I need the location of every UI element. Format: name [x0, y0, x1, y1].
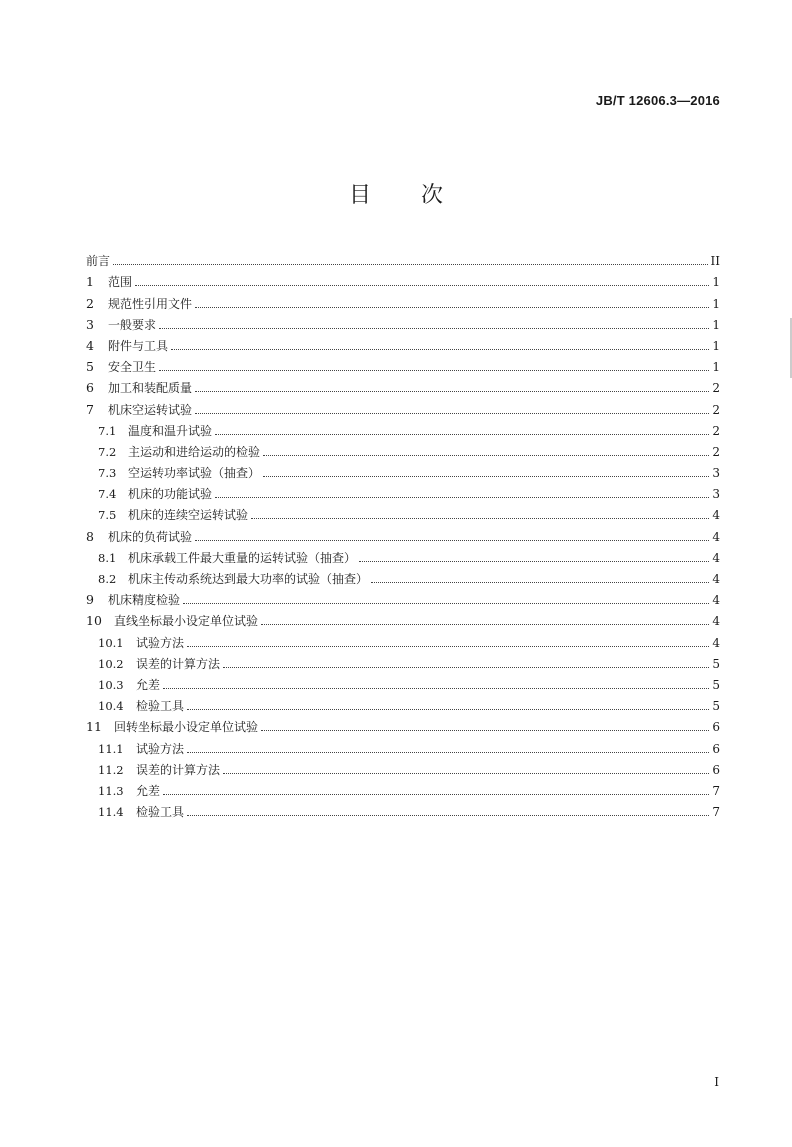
toc-entry-label: 空运转功率试验（抽查）: [128, 466, 261, 481]
toc-dot-leader: [263, 476, 709, 477]
toc-dot-leader: [187, 646, 709, 647]
page-number: I: [714, 1075, 719, 1089]
toc-dot-leader: [195, 413, 709, 414]
toc-entry-page: 4: [712, 593, 720, 608]
toc-entry[interactable]: [86, 777, 720, 798]
toc-entry-number: 7.5: [98, 508, 117, 523]
toc-entry[interactable]: [86, 586, 720, 607]
toc-entry-label: 附件与工具: [108, 338, 169, 353]
toc-entry[interactable]: [86, 332, 720, 353]
toc-entry-label: 加工和装配质量: [108, 381, 193, 396]
toc-entry-number: 10.3: [98, 677, 124, 692]
toc-entry-page: 2: [712, 423, 720, 438]
toc-entry-label: 直线坐标最小设定单位试验: [114, 614, 259, 629]
toc-entry-label: 检验工具: [136, 699, 185, 714]
toc-dot-leader: [371, 582, 709, 583]
toc-entry-number: 3: [86, 316, 94, 332]
toc-dot-leader: [195, 391, 709, 392]
toc-entry-label: 规范性引用文件: [108, 296, 193, 311]
toc-entry-page: 6: [712, 720, 720, 735]
toc-entry[interactable]: [86, 353, 720, 374]
toc-entry-label: 一般要求: [108, 317, 157, 332]
toc-entry-number: 6: [86, 380, 94, 396]
toc-entry[interactable]: [86, 417, 720, 438]
toc-dot-leader: [215, 434, 709, 435]
toc-entry-label: 安全卫生: [108, 360, 157, 375]
toc-dot-leader: [261, 624, 709, 625]
toc-entry-page: 4: [712, 529, 720, 544]
toc-dot-leader: [223, 773, 709, 774]
toc-entry-page: 1: [712, 275, 720, 290]
toc-entry-label: 机床的连续空运转试验: [128, 508, 249, 523]
toc-entry[interactable]: [86, 628, 720, 649]
toc-dot-leader: [163, 794, 709, 795]
toc-entry-page: 1: [712, 317, 720, 332]
toc-entry-label: 机床精度检验: [108, 593, 181, 608]
toc-entry-number: 10.4: [98, 699, 124, 714]
standard-code: JB/T 12606.3—2016: [595, 93, 720, 108]
toc-entry-number: 7.3: [98, 466, 117, 481]
toc-entry[interactable]: [86, 289, 720, 310]
toc-dot-leader: [187, 709, 709, 710]
toc-entry-number: 7.2: [98, 444, 117, 459]
toc-entry-number: 11.4: [98, 805, 124, 820]
toc-entry[interactable]: [86, 374, 720, 395]
toc-entry-label: 主运动和进给运动的检验: [128, 444, 261, 459]
toc-dot-leader: [359, 561, 709, 562]
toc-entry-page: 1: [712, 338, 720, 353]
toc-entry-label: 允差: [136, 783, 161, 798]
toc-entry-number: 11.2: [98, 762, 124, 777]
toc-entry-label: 机床的负荷试验: [108, 529, 193, 544]
toc-dot-leader: [135, 285, 709, 286]
table-of-contents: [86, 247, 720, 819]
toc-entry-number: 10.2: [98, 656, 124, 671]
toc-dot-leader: [187, 752, 709, 753]
toc-dot-leader: [215, 497, 709, 498]
toc-entry-page: 5: [712, 677, 720, 692]
toc-dot-leader: [261, 730, 709, 731]
toc-entry[interactable]: [86, 734, 720, 755]
toc-entry-page: 5: [712, 656, 720, 671]
toc-entry[interactable]: [86, 756, 720, 777]
toc-entry-number: 9: [86, 592, 94, 608]
toc-entry[interactable]: [86, 501, 720, 522]
toc-dot-leader: [159, 370, 709, 371]
toc-entry-number: 4: [86, 337, 94, 353]
toc-entry-label: 检验工具: [136, 805, 185, 820]
toc-entry-number: 2: [86, 295, 94, 311]
toc-entry-page: 7: [712, 805, 720, 820]
toc-entry-number: 11: [86, 719, 102, 735]
toc-entry[interactable]: [86, 268, 720, 289]
toc-entry-label: 误差的计算方法: [136, 762, 221, 777]
toc-entry-number: 8: [86, 528, 94, 544]
toc-entry-number: 11.1: [98, 741, 124, 756]
toc-entry[interactable]: [86, 650, 720, 671]
toc-dot-leader: [187, 815, 709, 816]
toc-entry[interactable]: [86, 459, 720, 480]
page-title: [0, 178, 792, 209]
toc-entry-label: 机床空运转试验: [108, 402, 193, 417]
toc-entry-page: 4: [712, 508, 720, 523]
toc-dot-leader: [195, 540, 709, 541]
toc-entry-number: 5: [86, 359, 94, 375]
title-char-2: 次: [421, 183, 444, 208]
toc-dot-leader: [195, 307, 709, 308]
toc-entry-number: 7.4: [98, 487, 117, 502]
toc-entry-label: 温度和温升试验: [128, 423, 213, 438]
toc-entry-number: 11.3: [98, 783, 124, 798]
toc-entry[interactable]: [86, 438, 720, 459]
toc-entry-number: 1: [86, 274, 94, 290]
toc-dot-leader: [251, 518, 709, 519]
toc-entry-label: 机床的功能试验: [128, 487, 213, 502]
toc-entry-label: 试验方法: [136, 741, 185, 756]
toc-entry[interactable]: [86, 522, 720, 543]
toc-entry-label: 允差: [136, 677, 161, 692]
toc-entry-page: 6: [712, 741, 720, 756]
toc-entry-page: 5: [712, 699, 720, 714]
toc-entry-page: 2: [712, 381, 720, 396]
toc-entry-number: 10: [86, 613, 102, 629]
toc-entry[interactable]: [86, 798, 720, 819]
toc-entry[interactable]: [86, 713, 720, 734]
toc-dot-leader: [163, 688, 709, 689]
toc-entry[interactable]: [86, 671, 720, 692]
toc-entry-page: II: [710, 254, 720, 269]
toc-entry-label: 回转坐标最小设定单位试验: [114, 720, 259, 735]
toc-entry-page: 6: [712, 762, 720, 777]
toc-entry-page: 4: [712, 614, 720, 629]
toc-entry-number: 7: [86, 401, 94, 417]
toc-entry-number: 10.1: [98, 635, 124, 650]
toc-dot-leader: [171, 349, 709, 350]
toc-entry[interactable]: [86, 311, 720, 332]
toc-entry[interactable]: [86, 565, 720, 586]
toc-entry-label: 机床主传动系统达到最大功率的试验（抽查）: [128, 572, 369, 586]
toc-dot-leader: [183, 603, 709, 604]
toc-entry[interactable]: [86, 544, 720, 565]
toc-entry-page: 4: [712, 572, 720, 586]
toc-entry-page: 1: [712, 296, 720, 311]
toc-entry-number: 7.1: [98, 423, 117, 438]
toc-entry[interactable]: [86, 247, 720, 268]
toc-entry[interactable]: [86, 480, 720, 501]
toc-entry-page: 7: [712, 783, 720, 798]
toc-entry-page: 4: [712, 635, 720, 650]
toc-entry[interactable]: [86, 692, 720, 713]
toc-entry-page: 3: [712, 466, 720, 481]
toc-entry-label: 范围: [108, 275, 133, 290]
toc-dot-leader: [159, 328, 709, 329]
toc-entry-label: 试验方法: [136, 635, 185, 650]
toc-entry-page: 1: [712, 360, 720, 375]
toc-dot-leader: [113, 264, 708, 265]
toc-entry-number: 8.1: [98, 550, 117, 565]
toc-entry-label: 误差的计算方法: [136, 656, 221, 671]
title-char-1: 目: [348, 183, 371, 208]
toc-entry-label: 前言: [86, 254, 111, 269]
toc-entry[interactable]: [86, 395, 720, 416]
toc-entry-label: 机床承载工件最大重量的运转试验（抽查）: [128, 550, 357, 565]
toc-entry-page: 2: [712, 402, 720, 417]
toc-entry-page: 3: [712, 487, 720, 502]
toc-entry-page: 2: [712, 444, 720, 459]
toc-dot-leader: [263, 455, 709, 456]
toc-entry[interactable]: [86, 607, 720, 628]
toc-entry-number: 8.2: [98, 572, 117, 586]
toc-dot-leader: [223, 667, 709, 668]
toc-entry-page: 4: [712, 550, 720, 565]
